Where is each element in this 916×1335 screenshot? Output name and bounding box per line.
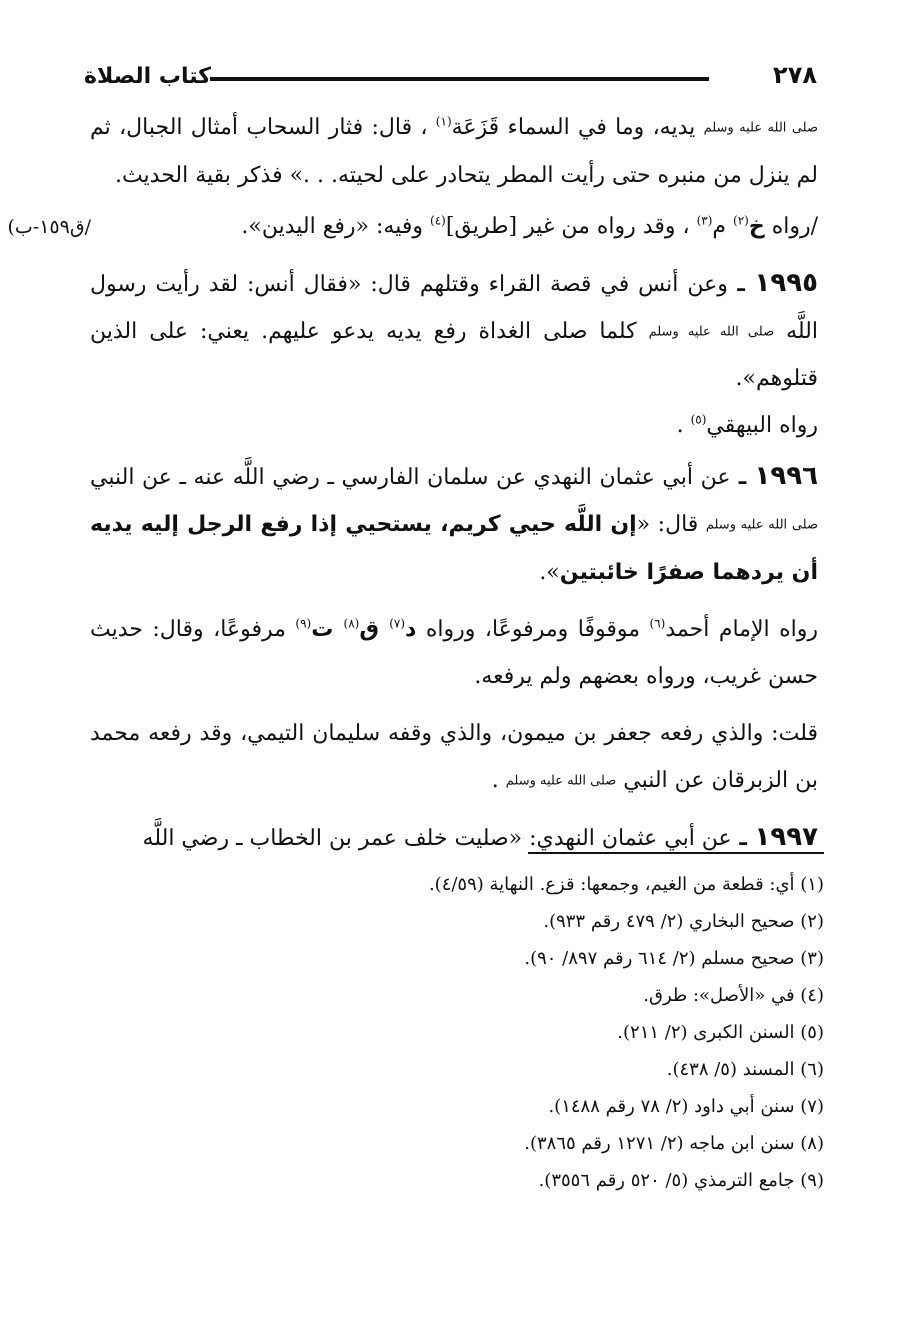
footnote-item: (٩) جامع الترمذي (٥/ ٥٢٠ رقم ٣٥٥٦). — [538, 1170, 824, 1191]
margin-manuscript-reference: /ق١٥٩-ب) — [7, 216, 91, 238]
hadith-1997 — [90, 814, 818, 862]
text-run: مرفوعًا، وقال: حديث حسن غريب، ورواه بعضهم ولم يرفعه. — [90, 616, 818, 689]
text-run: وعن أنس في قصة القراء وقتلهم قال: «فقال أنس: لقد رأيت رسول اللَّه — [90, 271, 818, 344]
dash: ـ — [731, 826, 755, 851]
paragraph-riwaya-2 — [90, 606, 818, 700]
page-number: ٢٧٨ — [773, 61, 817, 89]
footnote-item: (٧) سنن أبي داود (٢/ ٧٨ رقم ١٤٨٨). — [548, 1096, 824, 1117]
source-symbol: خ — [748, 213, 765, 239]
salawat-glyph: صلى الله عليه وسلم — [703, 120, 819, 136]
footnote-ref: (٧) — [389, 616, 406, 631]
text-run: /رواه — [764, 213, 818, 239]
salawat-glyph: صلى الله عليه وسلم — [505, 773, 617, 788]
text-run: موقوفًا ومرفوعًا، ورواه — [416, 616, 650, 642]
text-run: . — [676, 413, 691, 438]
salawat-glyph: صلى الله عليه وسلم — [648, 324, 775, 339]
footnote-separator — [528, 852, 824, 854]
text-run: عن أبي عثمان النهدي: «صليت خلف عمر بن الخطاب ـ رضي اللَّه — [142, 826, 732, 851]
footnote-ref: (٢) — [733, 213, 749, 228]
footnote-item: (١) أي: قطعة من الغيم، وجمعها: قزع. النهاية (٤/٥٩). — [428, 874, 824, 895]
footnote-item: (٤) في «الأصل»: طرق. — [643, 985, 824, 1006]
text-run: يديه، وما في السماء قَزَعَة — [451, 115, 696, 140]
text-run: رواه البيهقي — [706, 413, 818, 438]
footnote-ref: (١) — [435, 114, 452, 129]
footnote-ref: (٥) — [690, 412, 707, 427]
text-run: قال: « — [636, 512, 706, 537]
salawat-glyph: صلى الله عليه وسلم — [705, 517, 819, 533]
footnote-item: (٣) صحيح مسلم (٢/ ٦١٤ رقم ٨٩٧/ ٩٠). — [524, 948, 824, 969]
footnote-ref: (٩) — [295, 616, 312, 631]
dash: ـ — [727, 271, 755, 297]
text-run: رواه الإمام أحمد — [665, 616, 819, 642]
source-symbol: م — [712, 213, 734, 239]
footnote-ref: (٣) — [696, 213, 713, 228]
dash: ـ — [730, 465, 755, 490]
source-symbol: ت — [311, 616, 344, 642]
source-symbol: د — [405, 616, 417, 642]
text-run: . — [491, 767, 506, 793]
footnote-item: (٢) صحيح البخاري (٢/ ٤٧٩ رقم ٩٣٣). — [543, 911, 824, 932]
page-header — [84, 60, 817, 96]
text-run: ، قال: فثار السحاب أمثال الجبال، ثم لم ينزل من منبره حتى رأيت المطر يتحادر على لحيته. . .» فذكر بقية الحديث. — [90, 115, 818, 188]
hadith-number: ١٩٩٦ — [754, 461, 818, 491]
paragraph-qult — [90, 710, 818, 805]
main-text — [90, 104, 818, 872]
hadith-text-bold: إن اللَّه حيي كريم، يستحيي إذا رفع الرجل إليه يديه أن يردهما صفرًا خائبتين — [90, 512, 818, 585]
header-rule — [210, 77, 709, 81]
text-run: عن أبي عثمان النهدي عن سلمان الفارسي ـ رضي اللَّه عنه ـ عن النبي — [90, 465, 731, 490]
hadith-number: ١٩٩٧ — [754, 822, 818, 852]
footnote-item: (٨) سنن ابن ماجه (٢/ ١٢٧١ رقم ٣٨٦٥). — [524, 1133, 824, 1154]
footnote-ref: (٨) — [343, 616, 360, 631]
paragraph-riwaya-1 — [90, 203, 818, 250]
footnote-ref: (٤) — [430, 213, 446, 228]
text-run: كلما صلى الغداة رفع يديه يدعو عليهم. يعني: على الذين قتلوهم». — [90, 318, 818, 391]
text-run: وفيه: «رفع اليدين». — [241, 213, 430, 239]
book-title: كتاب الصلاة — [84, 64, 211, 89]
footnote-item: (٦) المسند (٥/ ٤٣٨). — [666, 1059, 824, 1080]
hadith-number: ١٩٩٥ — [754, 267, 818, 298]
footnote-item: (٥) السنن الكبرى (٢/ ٢١١). — [617, 1022, 824, 1043]
footnotes — [184, 866, 824, 1199]
paragraph-continuation — [90, 104, 818, 199]
footnote-ref: (٦) — [649, 616, 666, 631]
text-run: ، وقد رواه من غير [طريق] — [445, 213, 697, 239]
text-run: قلت: والذي رفعه جعفر بن ميمون، والذي وقفه سليمان التيمي، وقد رفعه محمد بن الزبرقان عن النبي — [90, 720, 818, 793]
hadith-1996 — [90, 453, 818, 596]
source-symbol: ق — [359, 616, 390, 642]
text-run: ». — [539, 559, 560, 585]
hadith-1995 — [90, 260, 818, 450]
